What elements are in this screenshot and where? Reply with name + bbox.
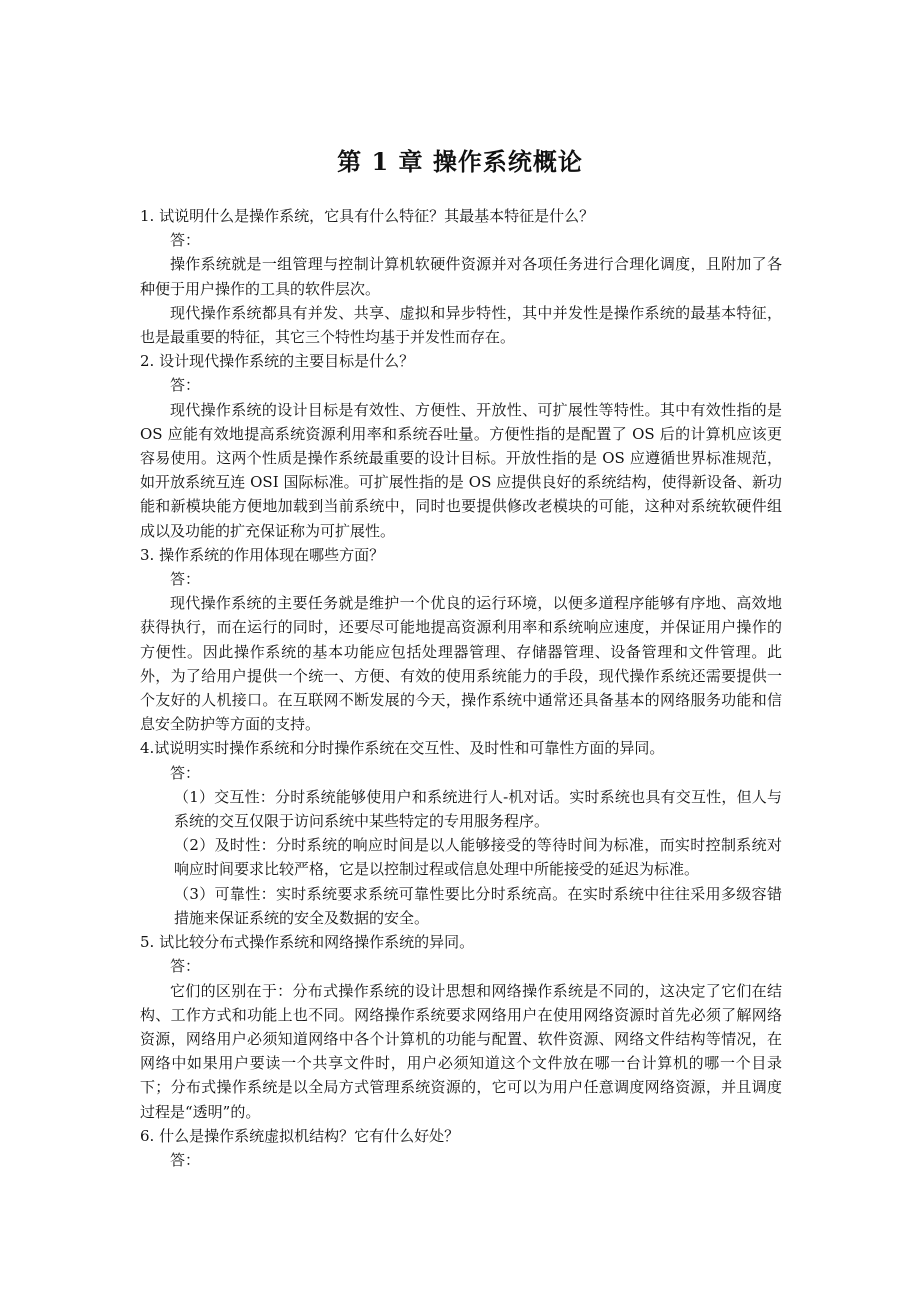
answer-1-paragraph-2: 现代操作系统都具有并发、共享、虚拟和异步特性，其中并发性是操作系统的最基本特征，也是最重要的特征，其它三个特性均基于并发性而存在。: [140, 303, 782, 347]
answer-5-paragraph-1: 它们的区别在于：分布式操作系统的设计思想和网络操作系统是不同的，这决定了它们在结构、工作方式和功能上也不同。网络操作系统要求网络用户在使用网络资源时首先必须了解网络资源，网络用户必须知道网络中各个计算机的功能与配置、软件资源、网络文件结构等情况，在网络中如果用户要读一个共享文件时，用户必须知道这个文件放在哪一台计算机的哪一个目录下；分布式操作系统是以全局方式管理系统资源的，它可以为用户任意调度网络资源，并且调度过程是“透明”的。: [140, 981, 782, 1121]
answer-3-paragraph-1: 现代操作系统的主要任务就是维护一个优良的运行环境，以便多道程序能够有序地、高效地获得执行，而在运行的同时，还要尽可能地提高资源利用率和系统响应速度，并保证用户操作的方便性。因此操作系统的基本功能应包括处理器管理、存储器管理、设备管理和文件管理。此外，为了给用户提供一个统一、方便、有效的使用系统能力的手段，现代操作系统还需要提供一个友好的人机接口。在互联网不断发展的今天，操作系统中通常还具备基本的网络服务功能和信息安全防护等方面的支持。: [140, 594, 782, 734]
question-6: 6. 什么是操作系统虚拟机结构？它有什么好处？: [140, 1126, 460, 1145]
document-body: [140, 204, 782, 1172]
question-2: 2. 设计现代操作系统的主要目标是什么？: [140, 352, 415, 371]
question-3: 3. 操作系统的作用体现在哪些方面？: [140, 545, 385, 564]
answer-label-5: 答：: [170, 957, 201, 976]
question-1: 1. 试说明什么是操作系统，它具有什么特征？其最基本特征是什么？: [140, 207, 595, 225]
answer-label-2: 答：: [170, 376, 201, 395]
answer-label-4: 答：: [170, 763, 201, 782]
question-5: 5. 试比较分布式操作系统和网络操作系统的异同。: [140, 933, 475, 952]
answer-4-item-timeliness: （2）及时性：分时系统的响应时间是以人能够接受的等待时间为标准，而实时控制系统对响应时间要求比较严格，它是以控制过程或信息处理中所能接受的延迟为标准。: [174, 836, 782, 879]
answer-4-item-interactivity: （1）交互性：分时系统能够使用户和系统进行人-机对话。实时系统也具有交互性，但人与系统的交互仅限于访问系统中某些特定的专用服务程序。: [174, 787, 782, 831]
answer-label-1: 答：: [170, 231, 201, 250]
question-4: 4.试说明实时操作系统和分时操作系统在交互性、及时性和可靠性方面的异同。: [140, 739, 665, 758]
answer-2-paragraph-1: 现代操作系统的设计目标是有效性、方便性、开放性、可扩展性等特性。其中有效性指的是 OS 应能有效地提高系统资源利用率和系统吞吐量。方便性指的是配置了 OS 后的计算机应该更容易使用。这两个性质是操作系统最重要的设计目标。开放性指的是 OS 应遵循世界标准规范，如开放系统互连 OSI 国际标准。可扩展性指的是 OS 应提供良好的系统结构，使得新设备、新功能和新模块能方便地加载到当前系统中，同时也要提供修改老模块的可能，这种对系统软硬件组成以及功能的扩充保证称为可扩展性。: [140, 400, 782, 540]
answer-label-6: 答：: [170, 1150, 201, 1169]
answer-4-item-reliability: （3）可靠性：实时系统要求系统可靠性要比分时系统高。在实时系统中往往采用多级容错措施来保证系统的安全及数据的安全。: [174, 884, 782, 927]
chapter-title: 第 1 章 操作系统概论: [337, 147, 583, 176]
answer-1-paragraph-1: 操作系统就是一组管理与控制计算机软硬件资源并对各项任务进行合理化调度，且附加了各种便于用户操作的工具的软件层次。: [140, 255, 782, 298]
answer-label-3: 答：: [170, 570, 201, 589]
